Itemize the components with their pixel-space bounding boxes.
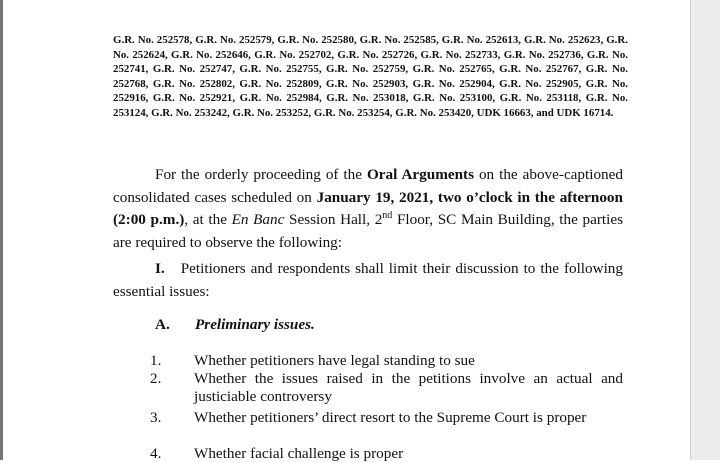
list-item-text: Whether the issues raised in the petitions involve an actual and justiciable controversy	[194, 370, 623, 405]
en-banc-term: En Banc	[231, 211, 285, 228]
oral-arguments-term: Oral Arguments	[366, 166, 474, 183]
intro-text-1: For the orderly proceeding of the	[155, 166, 367, 183]
list-item-text: Whether petitioners’ direct resort to the Supreme Court is proper	[194, 409, 587, 426]
schedule-date: January 19, 2021, two o’clock in the afternoon (2:00 p.m.)	[113, 188, 623, 228]
list-item-number: 2.	[150, 370, 162, 387]
page-right-edge	[690, 0, 720, 460]
section-i-number: I.	[155, 260, 165, 277]
intro-paragraph	[113, 164, 623, 254]
subsection-a-number: A.	[155, 316, 170, 333]
intro-text-3: , at the	[184, 211, 232, 228]
section-i-text: Petitioners and respondents shall limit their discussion to the following essential issues:	[113, 260, 623, 300]
intro-text-2: on the above-captioned consolidated cases scheduled on	[113, 166, 623, 206]
subsection-a-title: Preliminary issues.	[195, 316, 315, 333]
section-i	[113, 258, 623, 303]
list-item-text: Whether facial challenge is proper	[194, 445, 404, 462]
list-item-number: 3.	[150, 409, 162, 426]
list-item-number: 1.	[150, 352, 162, 369]
intro-text-5: Floor, SC Main Building, the parties are required to observe the following:	[113, 211, 623, 251]
floor-ordinal-sup: nd	[382, 209, 393, 221]
page-left-shadow	[0, 0, 3, 460]
list-item-number: 4.	[150, 445, 162, 462]
case-numbers-caption: G.R. No. 252578, G.R. No. 252579, G.R. No. 252580, G.R. No. 252585, G.R. No. 252613, G.R. No. 252623, G.R. No. 252624, G.R. No. 252646, G.R. No. 252702, G.R. No. 252726, G.R. No. 252733, G.R. No. 252736, G.R. No. 252741, G.R. No. 252747, G.R. No. 252755, G.R. No. 252759, G.R. No. 252765, G.R. No. 252767, G.R. No. 252768, G.R. No. 252802, G.R. No. 252809, G.R. No. 252903, G.R. No. 252904, G.R. No. 252905, G.R. No. 252916, G.R. No. 252921, G.R. No. 252984, G.R. No. 253018, G.R. No. 253100, G.R. No. 253118, G.R. No. 253124, G.R. No. 253242, G.R. No. 253252, G.R. No. 253254, G.R. No. 253420, UDK 16663, and UDK 16714.	[113, 34, 628, 119]
list-item-text: Whether petitioners have legal standing to sue	[194, 352, 475, 369]
subsection-a-heading	[155, 316, 315, 334]
intro-text-4: Session Hall, 2	[284, 211, 383, 228]
